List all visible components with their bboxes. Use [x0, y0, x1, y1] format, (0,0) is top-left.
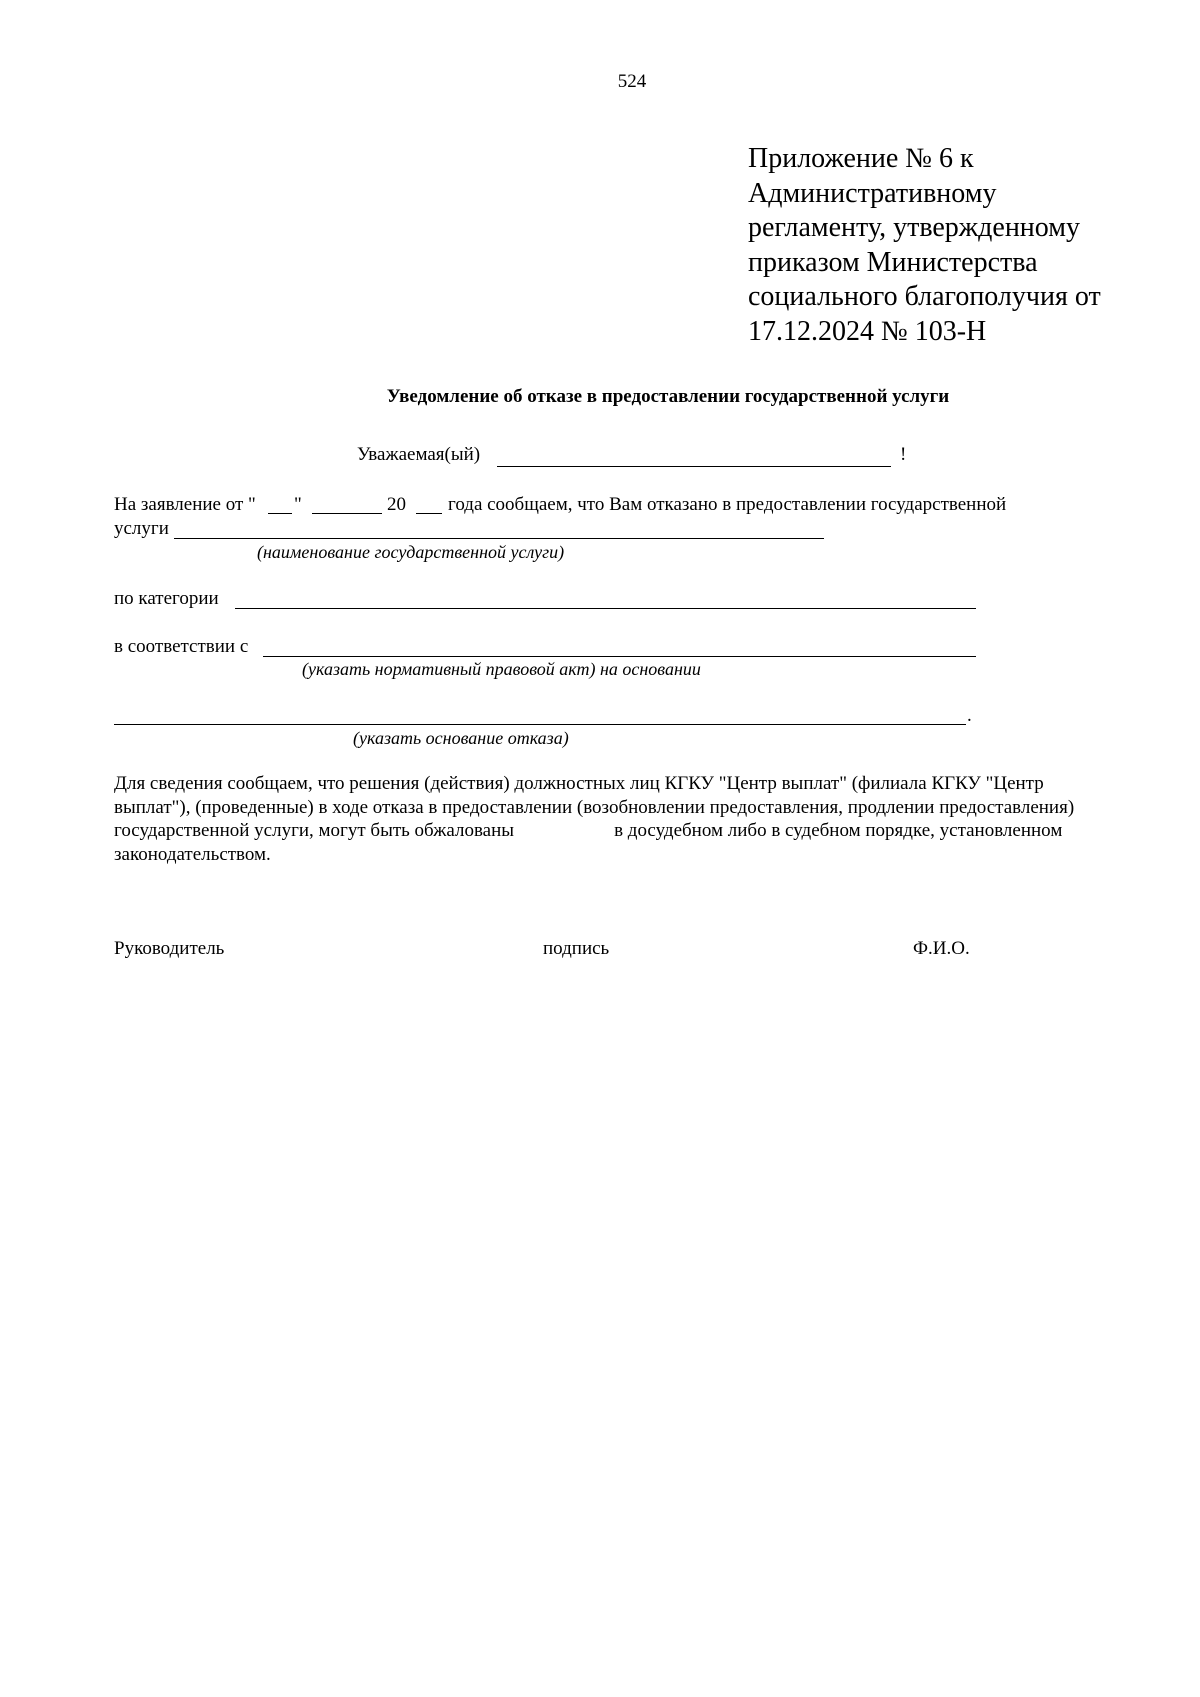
- appendix-line: Приложение № 6 к: [748, 143, 974, 174]
- recipient-name-field[interactable]: [497, 466, 891, 467]
- category-field[interactable]: [235, 608, 976, 609]
- paragraph-text: в досудебном либо в судебном порядке, установленном: [614, 820, 1063, 841]
- paragraph-line: [114, 819, 1164, 843]
- service-name-field[interactable]: [174, 538, 824, 539]
- appendix-line: приказом Министерства: [748, 246, 1038, 278]
- greeting-label: Уважаемая(ый): [357, 444, 481, 465]
- appendix-block: [748, 142, 1168, 349]
- signature-position: Руководитель: [114, 938, 225, 959]
- signature-sign: подпись: [543, 938, 610, 959]
- year-field[interactable]: [416, 513, 442, 514]
- paragraph-line: Для сведения сообщаем, что решения (действия) должностных лиц КГКУ "Центр выплат" (филиала КГКУ "Центр: [114, 773, 1044, 794]
- service-label: услуги: [114, 518, 169, 539]
- legal-act-hint: (указать нормативный правовой акт) на основании: [302, 659, 701, 679]
- paragraph-text: государственной услуги, могут быть обжалованы: [114, 820, 515, 841]
- day-field[interactable]: [268, 513, 292, 514]
- reason-field[interactable]: [114, 724, 966, 725]
- category-label: по категории: [114, 588, 219, 609]
- year-prefix: 20: [387, 494, 406, 515]
- document-title: Уведомление об отказе в предоставлении государственной услуги: [386, 386, 950, 407]
- legal-act-field[interactable]: [263, 656, 976, 657]
- month-field[interactable]: [312, 513, 382, 514]
- greeting-end: !: [900, 444, 907, 465]
- reason-end: .: [967, 705, 972, 726]
- signature-name: Ф.И.О.: [913, 938, 970, 959]
- reason-hint: (указать основание отказа): [353, 728, 569, 748]
- statement-suffix: года сообщаем, что Вам отказано в предоставлении государственной: [448, 494, 1007, 515]
- accordance-label: в соответствии с: [114, 636, 249, 657]
- quote-close: ": [294, 494, 302, 515]
- appendix-line: регламенту, утвержденному: [748, 212, 1080, 243]
- service-name-hint: (наименование государственной услуги): [257, 542, 565, 562]
- appendix-line: Административному: [748, 177, 997, 209]
- statement-prefix: На заявление от ": [114, 494, 256, 515]
- paragraph-line: выплат"), (проведенные) в ходе отказа в предоставлении (возобновлении предоставления, продлении предоставления): [114, 796, 1075, 818]
- appendix-line: социального благополучия от: [748, 281, 1101, 312]
- page-number: 524: [617, 71, 647, 92]
- info-paragraph: [114, 772, 1164, 866]
- paragraph-line: законодательством.: [114, 843, 271, 865]
- appendix-line: 17.12.2024 № 103-Н: [748, 315, 987, 347]
